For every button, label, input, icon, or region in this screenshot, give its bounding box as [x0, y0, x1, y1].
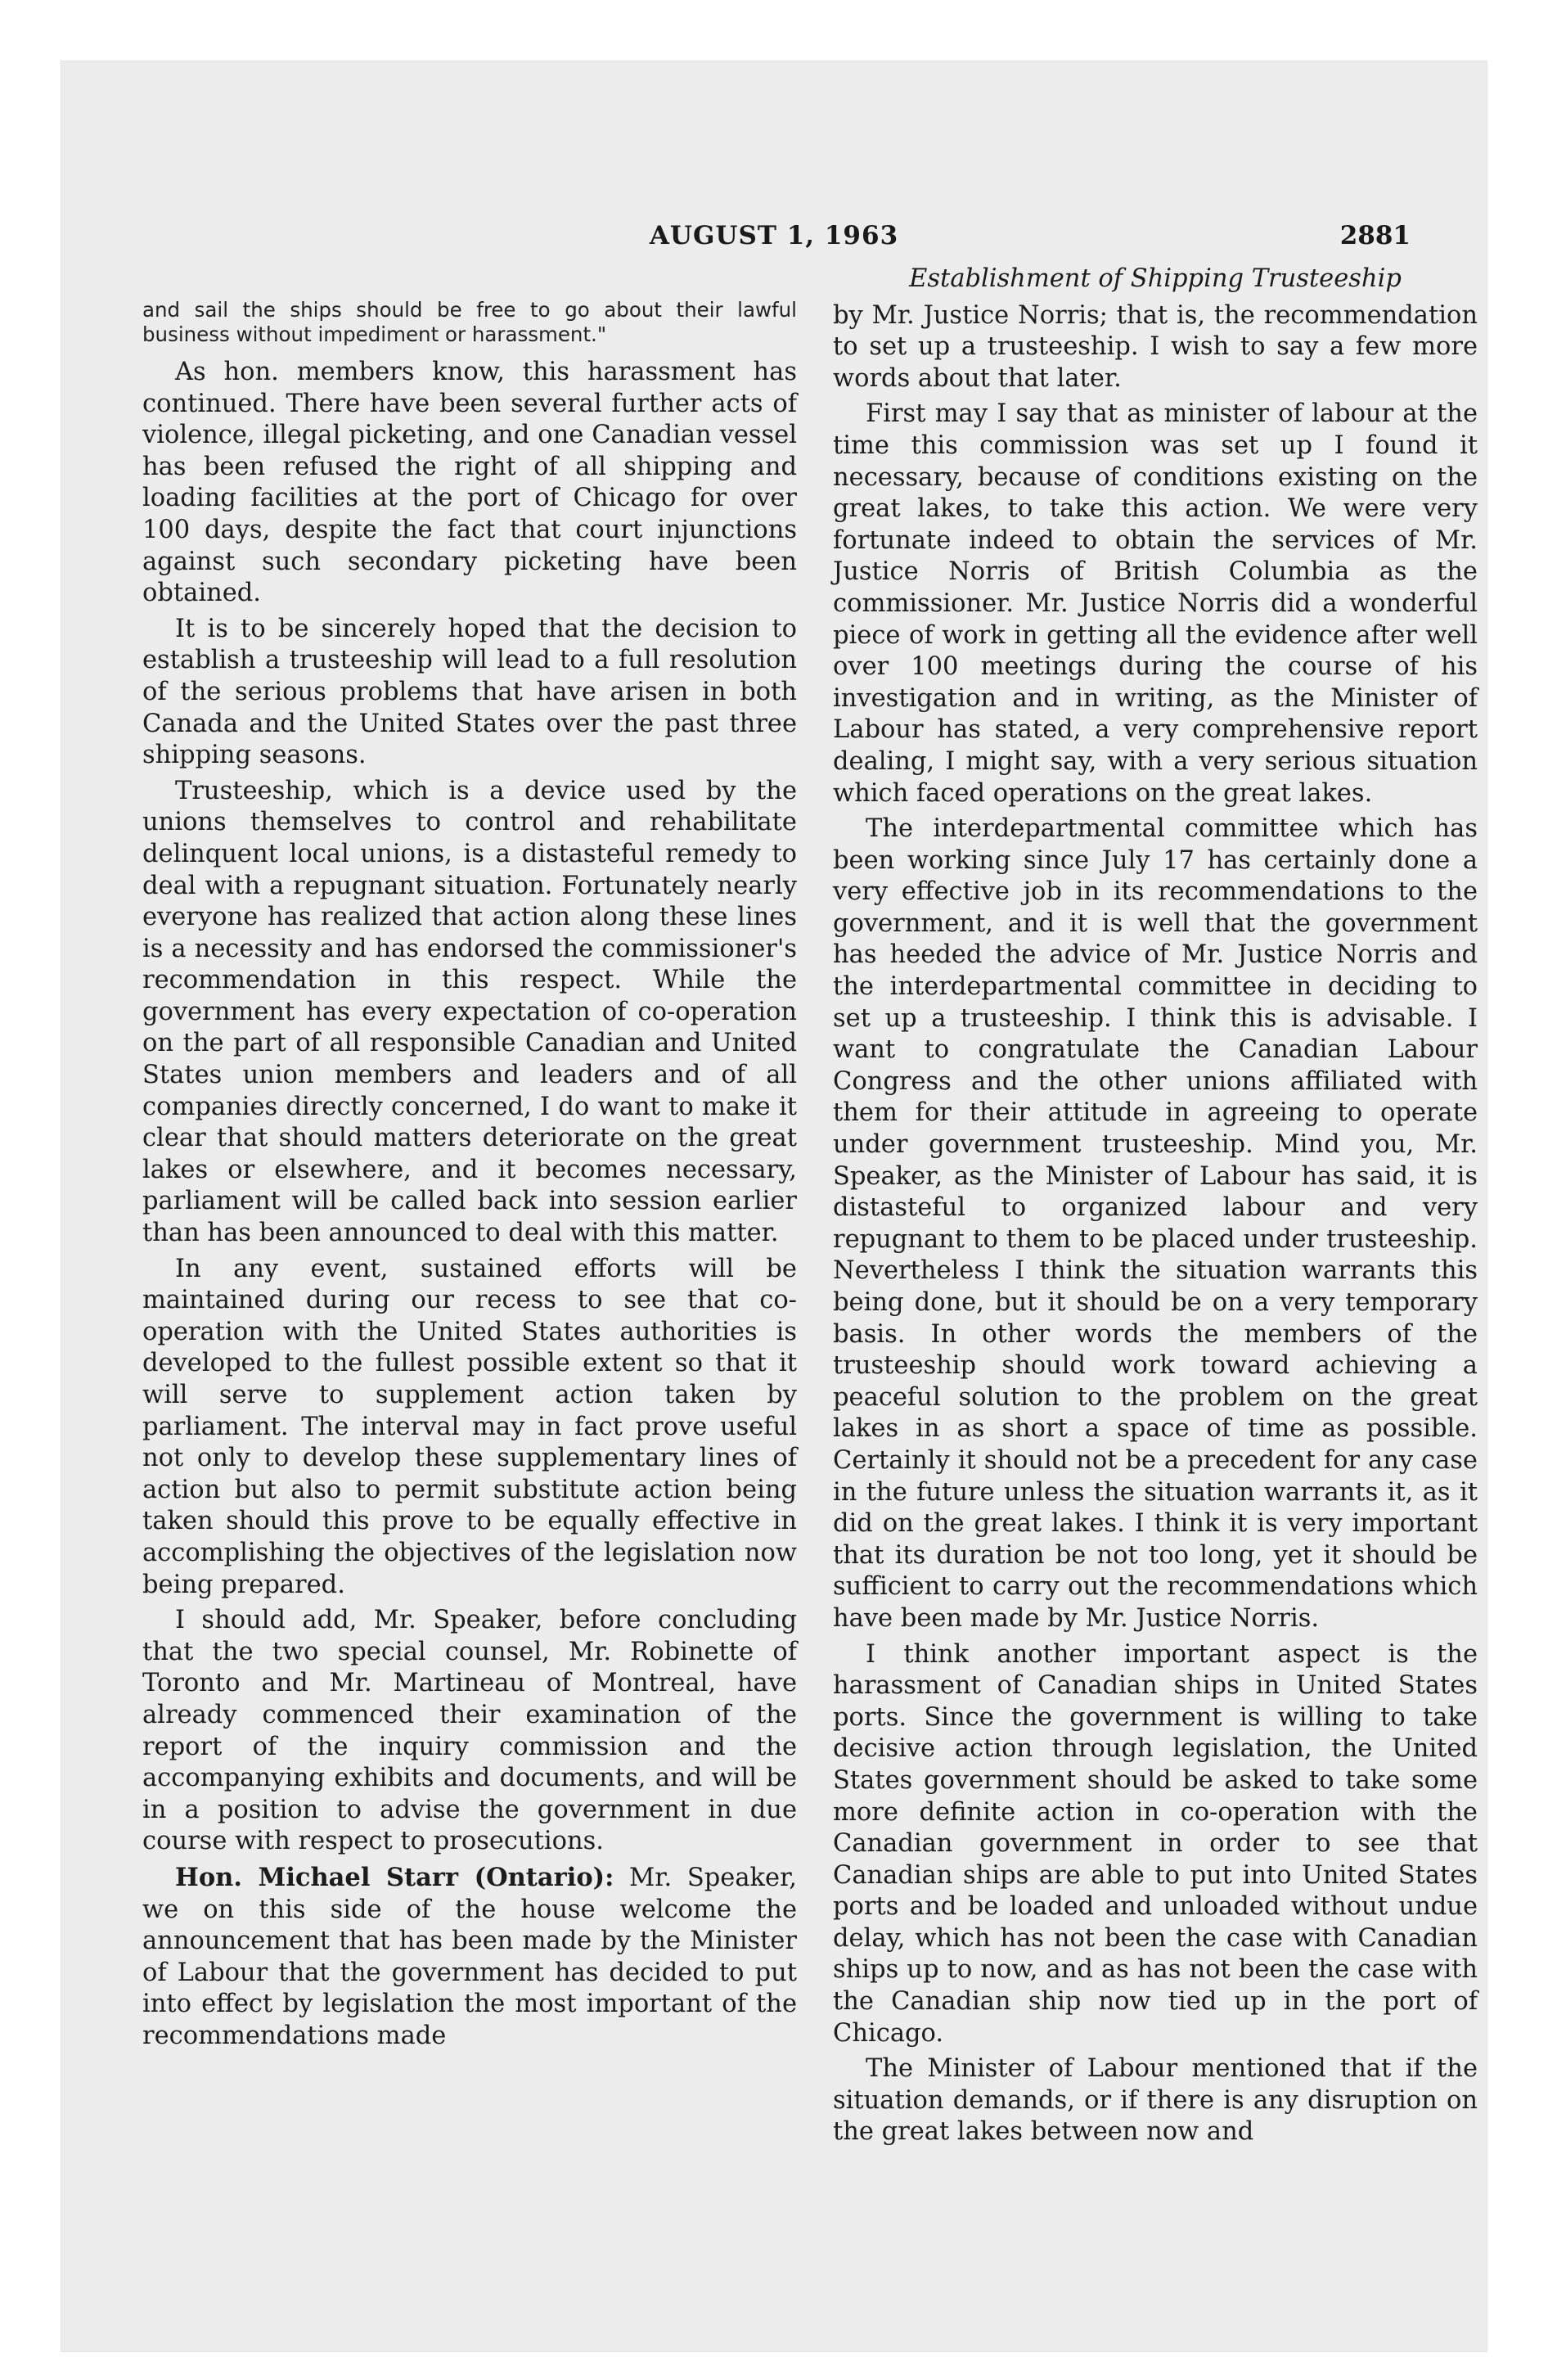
- continued-paragraph: by Mr. Justice Norris; that is, the recommendation to set up a trusteeship. I wish to say a few more words about that later.: [833, 300, 1478, 393]
- left-column: [142, 264, 797, 2056]
- quoted-passage: and sail the ships should be free to go about their lawful business without impediment or harassment.": [142, 298, 797, 346]
- page-sheet: [61, 61, 1487, 2352]
- page-number: 2881: [1339, 221, 1411, 250]
- paragraph: The Minister of Labour mentioned that if the situation demands, or if there is any disruption on the great lakes between now and: [833, 2054, 1478, 2147]
- page-header: [137, 221, 1411, 262]
- paragraph: As hon. members know, this harassment has continued. There have been several further acts of violence, illegal picketing, and one Canadian vessel has been refused the right of all shipping and loading facilities at the port of Chicago for over 100 days, despite the fact that court injunctions against such secondary picketing have been obtained.: [142, 358, 797, 608]
- paragraph: The interdepartmental committee which has been working since July 17 has certainly done a very effective job in its recommendations to the government, and it is well that the government has heeded the advice of Mr. Justice Norris and the interdepartmental committee in deciding to set up a trusteeship. I think this is advisable. I want to congratulate the Canadian Labour Congress and the other unions affiliated with them for their attitude in agreeing to operate under government trusteeship. Mind you, Mr. Speaker, as the Minister of Labour has said, it is distasteful to organized labour and very repugnant to them to be placed under trusteeship. Nevertheless I think the situation warrants this being done, but it should be on a very temporary basis. In other words the members of the trusteeship should work toward achieving a peaceful solution to the problem on the great lakes in as short a space of time as possible. Certainly it should not be a precedent for any case in the future unless the situation warrants it, as it did on the great lakes. I think it is very important that its duration be not too long, yet it should be sufficient to carry out the recommendations which have been made by Mr. Justice Norris.: [833, 814, 1478, 1633]
- paragraph: In any event, sustained efforts will be maintained during our recess to see that co-operation with the United States authorities is developed to the fullest possible extent so that it will serve to supplement action taken by parliament. The interval may in fact prove useful not only to develop these supplementary lines of action but also to permit substitute action being taken should this prove to be equally effective in accomplishing the objectives of the legislation now being prepared.: [142, 1254, 797, 1599]
- paragraph: It is to be sincerely hoped that the decision to establish a trusteeship will lead to a full resolution of the serious problems that have arisen in both Canada and the United States over the past three shipping seasons.: [142, 614, 797, 770]
- paragraph: Trusteeship, which is a device used by the unions themselves to control and rehabilitate delinquent local unions, is a distasteful remedy to deal with a repugnant situation. Fortunately nearly everyone has realized that action along these lines is a necessity and has endorsed the commissioner's recommendation in this respect. While the government has every expectation of co-operation on the part of all responsible Canadian and United States union members and leaders and of all companies directly concerned, I do want to make it clear that should matters deteriorate on the great lakes or elsewhere, and it becomes necessary, parliament will be called back into session earlier than has been announced to deal with this matter.: [142, 776, 797, 1248]
- paragraph: First may I say that as minister of labour at the time this commission was set up I found it necessary, because of conditions existing on the great lakes, to take this action. We were very fortunate indeed to obtain the services of Mr. Justice Norris of British Columbia as the commissioner. Mr. Justice Norris did a wonderful piece of work in getting all the evidence after well over 100 meetings during the course of his investigation and in writing, as the Minister of Labour has stated, a very comprehensive report dealing, I might say, with a very serious situation which faced operations on the great lakes.: [833, 399, 1478, 808]
- running-head: Establishment of Shipping Trusteeship: [909, 264, 1402, 293]
- speaker-paragraph: [142, 1862, 797, 2053]
- paragraph: I think another important aspect is the harassment of Canadian ships in United States ports. Since the government is willing to take decisive action through legislation, the United States government should be asked to take some more definite action in co-operation with the Canadian government in order to see that Canadian ships are able to put into United States ports and be loaded and unloaded without undue delay, which has not been the case with Canadian ships up to now, and as has not been the case with the Canadian ship now tied up in the port of Chicago.: [833, 1639, 1478, 2048]
- speaker-name: Hon. Michael Starr (Ontario):: [175, 1862, 614, 1892]
- header-date: AUGUST 1, 1963: [649, 221, 899, 250]
- paragraph: I should add, Mr. Speaker, before concluding that the two special counsel, Mr. Robinette of Toronto and Mr. Martineau of Montreal, have already commenced their examination of the report of the inquiry commission and the accompanying exhibits and documents, and will be in a position to advise the government in due course with respect to prosecutions.: [142, 1606, 797, 1856]
- right-column: [833, 264, 1478, 2152]
- speaker-text: Mr. Speaker, we on this side of the house welcome the announcement that has been made by the Minister of Labour that the government has decided to put into effect by legislation the most important of the recommendations made: [142, 1863, 797, 2050]
